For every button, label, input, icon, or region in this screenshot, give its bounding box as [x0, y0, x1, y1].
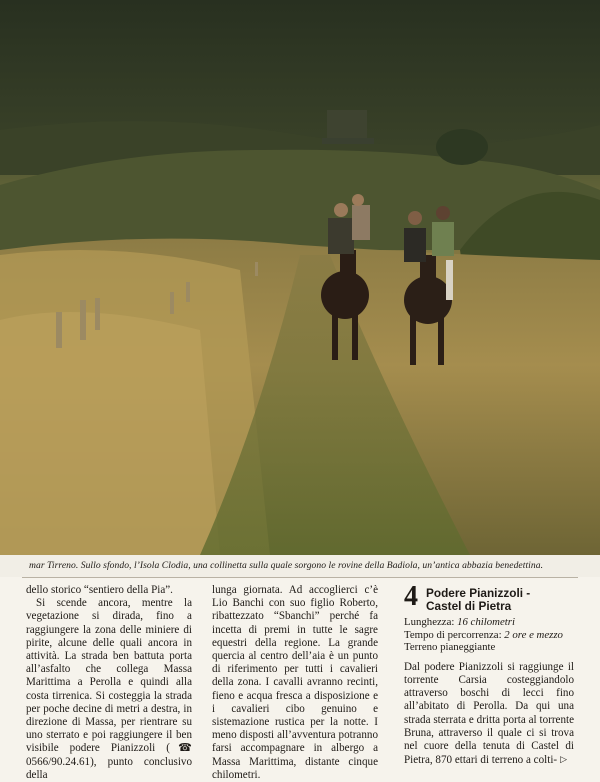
route-time-label: Tempo di percorrenza:	[404, 628, 502, 641]
abbey-ruin	[327, 110, 367, 142]
route-length-value: 16 chilometri	[457, 616, 515, 628]
route-length-label: Lunghezza:	[404, 616, 455, 628]
route-time	[404, 629, 574, 642]
section-number: 4	[404, 581, 418, 612]
text-column-3	[404, 581, 574, 767]
route-time-value: 2 ore e mezzo	[504, 628, 563, 641]
tree	[436, 129, 488, 165]
caption-divider	[22, 577, 578, 578]
paragraph: lunga giornata. Ad accoglierci c’è Lio Banchi con suo figlio Roberto, ribattezzato “Sbanchi” perché fa incetta di premi in tutte le sagre equestri della regione. La grande quercia al centro dell’aia è un punto di riferimento per tutti i cavalieri della zona. I cavalli avranno recinti, fieno e acqua fresca a disposizione e i cavalieri cibo genuino e sistemazione rustica per la notte. I meno disposti all’avventura potranno farsi accompagnare in albergo a Massa Marittima, distante cinque chilometri.	[212, 584, 378, 781]
continue-arrow-icon: ▷	[560, 754, 568, 765]
paragraph-text: Dal podere Pianizzoli si raggiunge il torrente Carsia costeggiandolo attraverso boschi di lecci fino all’abitato di Perolla. Da qui una strada sterrata e dritta porta al torrente Bruna, attraverso il quale ci si trova nel cuore della tenuta di Castel di Pietra, 870 ettari di terreno a colti-	[404, 660, 574, 767]
section-title	[426, 587, 530, 613]
route-terrain: Terreno pianeggiante	[404, 641, 496, 654]
section-heading	[404, 581, 574, 614]
paragraph	[404, 661, 574, 768]
photo-caption: mar Tirreno. Sullo sfondo, l’Isola Clodia, una collinetta sulla quale sorgono le rovine della Badiola, un’antica abbazia benedettina.	[0, 555, 600, 577]
section-title-line: Podere Pianizzoli -	[426, 586, 531, 600]
section-title-line: Castel di Pietra	[426, 598, 512, 613]
route-length	[404, 616, 574, 629]
paragraph: Si scende ancora, mentre la vegetazione si dirada, fino a raggiungere la zona delle miniere di pirite, alcune delle quali ancora in attività. La strada ben battuta porta all’asfalto che collega Massa Marittima a Perolla e quindi alla costa tirrenica. Si costeggia la strada per poche decine di metri a destra, in direzione di Massa, per rientrare su uno sterrato e poi raggiungere il ben visibile podere Pianizzoli (☎ 0566/90.24.61), punto conclusivo della	[26, 597, 192, 781]
paragraph: dello storico “sentiero della Pia”.	[26, 584, 173, 596]
text-column-1	[26, 584, 192, 782]
text-column-2	[212, 584, 378, 782]
